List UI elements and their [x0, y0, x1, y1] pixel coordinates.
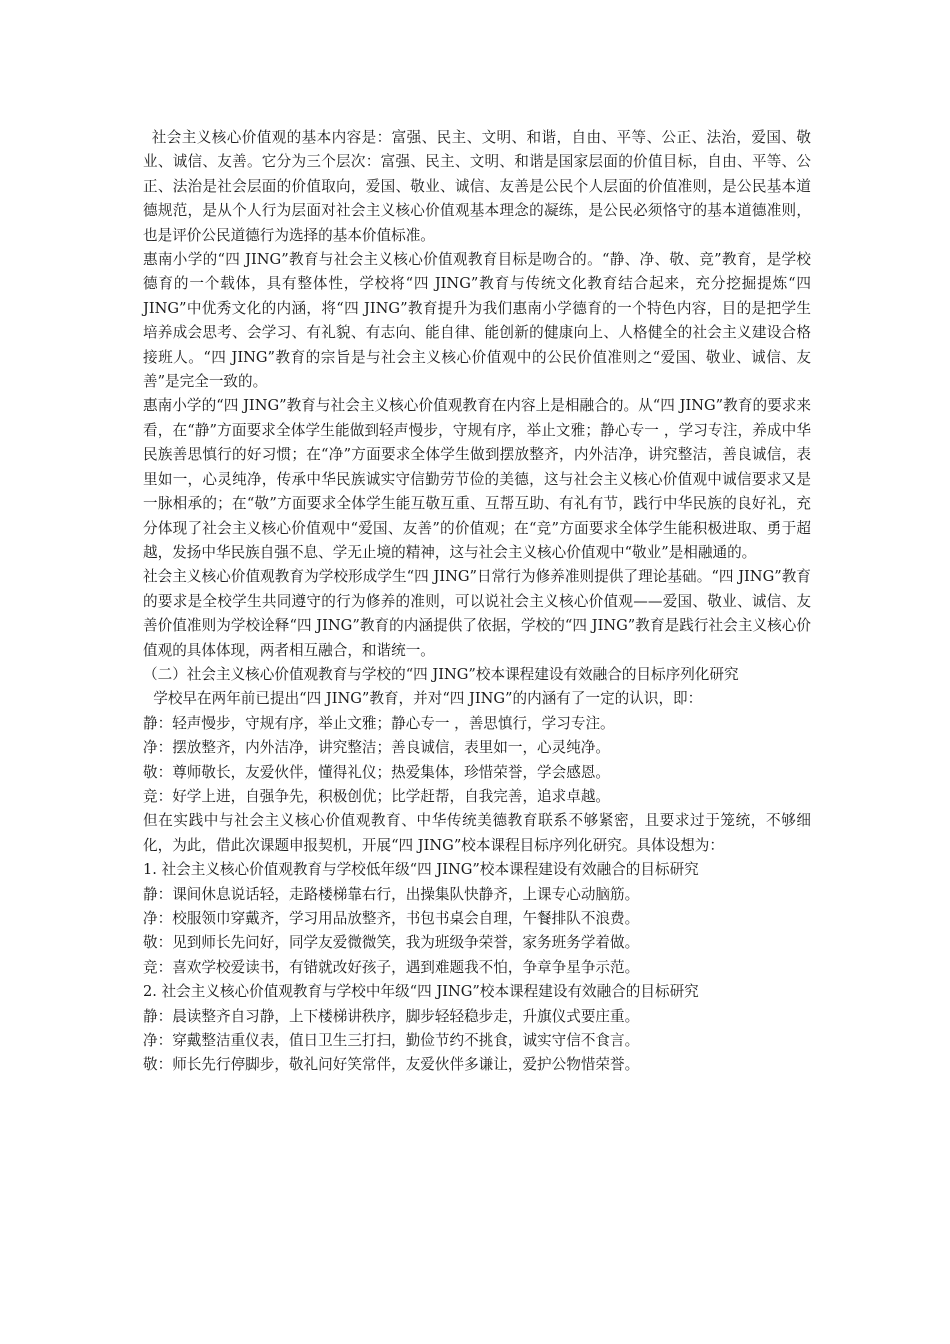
list-item: 竞：喜欢学校爱读书，有错就改好孩子，遇到难题我不怕，争章争星争示范。	[143, 958, 640, 976]
list-item: 静：晨读整齐自习静，上下楼梯讲秩序，脚步轻轻稳步走，升旗仪式要庄重。	[143, 1007, 640, 1025]
subheading-low-grade: 1. 社会主义核心价值观教育与学校低年级“四 JING”校本课程建设有效融合的目标研究	[143, 861, 699, 879]
list-item: 敬：师长先行停脚步，敬礼问好笑常伴，友爱伙伴多谦让，爱护公物惜荣誉。	[143, 1056, 640, 1074]
list-item: 净：校服领巾穿戴齐，学习用品放整齐，书包书桌会自理，午餐排队不浪费。	[143, 910, 640, 927]
paragraph-goals-alignment: 惠南小学的“四 JING”教育与社会主义核心价值观教育目标是吻合的。“静、净、敬、竞”教育，是学校德育的一个载体，具有整体性，学校将“四 JING”教育与传统文化教育结合起来，充分挖掘提炼“四 JING”中优秀文化的内涵，将“四 JING”教育提升为我们惠南小学德育的一个特色内容，目的是把学生培养成会思考、会学习、有礼貌、有志向、能自律、能创新的健康向上、人格健全的社会主义建设合格接班人。“四 JING”教育的宗旨是与社会主义核心价值观中的公民价值准则之“爱国、敬业、诚信、友善”是完全一致的。	[143, 251, 811, 391]
document-body	[143, 126, 811, 1078]
list-item: 敬：尊师敬长，友爱伙伴，懂得礼仪；热爱集体，珍惜荣誉，学会感恩。	[143, 763, 611, 781]
list-item: 竞：好学上进，自强争先，积极创优；比学赶帮，自我完善，追求卓越。	[143, 787, 611, 805]
paragraph-four-jing-intro: 学校早在两年前已提出“四 JING”教育，并对“四 JING”的内涵有了一定的认识，即：	[153, 690, 703, 708]
paragraph-content-fusion: 惠南小学的“四 JING”教育与社会主义核心价值观教育在内容上是相融合的。从“四 JING”教育的要求来看，在“静”方面要求全体学生能做到轻声慢步，守规有序，举止文雅；静心专一 ，学习专注，养成中华民族善思慎行的好习惯；在“净”方面要求全体学生做到摆放整齐，内外洁净，讲究整洁，善良诚信，表里如一，心灵纯净，传承中华民族诚实守信勤劳节俭的美德，这与社会主义核心价值观中诚信要求又是一脉相承的；在“敬”方面要求全体学生能互敬互重、互帮互助、有礼有节，践行中华民族的良好礼，充分体现了社会主义核心价值观中“爱国、友善”的价值观；在“竞”方面要求全体学生能积极进取、勇于超越，发扬中华民族自强不息、学无止境的精神，这与社会主义核心价值观中“敬业”是相融通的。	[143, 397, 811, 561]
list-item: 敬：见到师长先问好，同学友爱微微笑，我为班级争荣誉，家务班务学着做。	[143, 934, 640, 952]
list-item: 静：轻声慢步，守规有序，举止文雅；静心专一 ，善思慎行，学习专注。	[143, 714, 615, 732]
list-item: 净：穿戴整洁重仪表，值日卫生三打扫，勤俭节约不挑食，诚实守信不食言。	[143, 1032, 640, 1050]
paragraph-theoretical-basis: 社会主义核心价值观教育为学校形成学生“四 JING”日常行为修养准则提供了理论基础。“四 JING”教育的要求是全校学生共同遵守的行为修养的准则，可以说社会主义核心价值观——爱国、敬业、诚信、友善价值准则为学校诠释“四 JING”教育的内涵提供了依据，学校的“四 JING”教育是践行社会主义核心价值观的具体体现，两者相互融合，和谐统一。	[143, 568, 811, 659]
paragraph-core-values-intro: 社会主义核心价值观的基本内容是：富强、民主、文明、和谐，自由、平等、公正、法治，爱国、敬业、诚信、友善。它分为三个层次：富强、民主、文明、和谐是国家层面的价值目标，自由、平等、公正、法治是社会层面的价值取向，爱国、敬业、诚信、友善是公民个人层面的价值准则，是公民基本道德规范，是从个人行为层面对社会主义核心价值观基本理念的凝练，是公民必须恪守的基本道德准则，也是评价公民道德行为选择的基本价值标准。	[143, 129, 811, 244]
list-item: 净：摆放整齐，内外洁净，讲究整洁；善良诚信，表里如一，心灵纯净。	[143, 739, 611, 757]
subheading-mid-grade: 2. 社会主义核心价值观教育与学校中年级“四 JING”校本课程建设有效融合的目标研究	[143, 983, 699, 1001]
paragraph-plan-intro: 但在实践中与社会主义核心价值观教育、中华传统美德教育联系不够紧密，且要求过于笼统，不够细化，为此，借此次课题申报契机，开展“四 JING”校本课程目标序列化研究。具体设想为：	[143, 812, 811, 854]
list-item: 静：课间休息说话轻，走路楼梯靠右行，出操集队快静齐，上课专心动脑筋。	[143, 885, 640, 903]
section-heading-2: （二）社会主义核心价值观教育与学校的“四 JING”校本课程建设有效融合的目标序列化研究	[143, 665, 739, 683]
